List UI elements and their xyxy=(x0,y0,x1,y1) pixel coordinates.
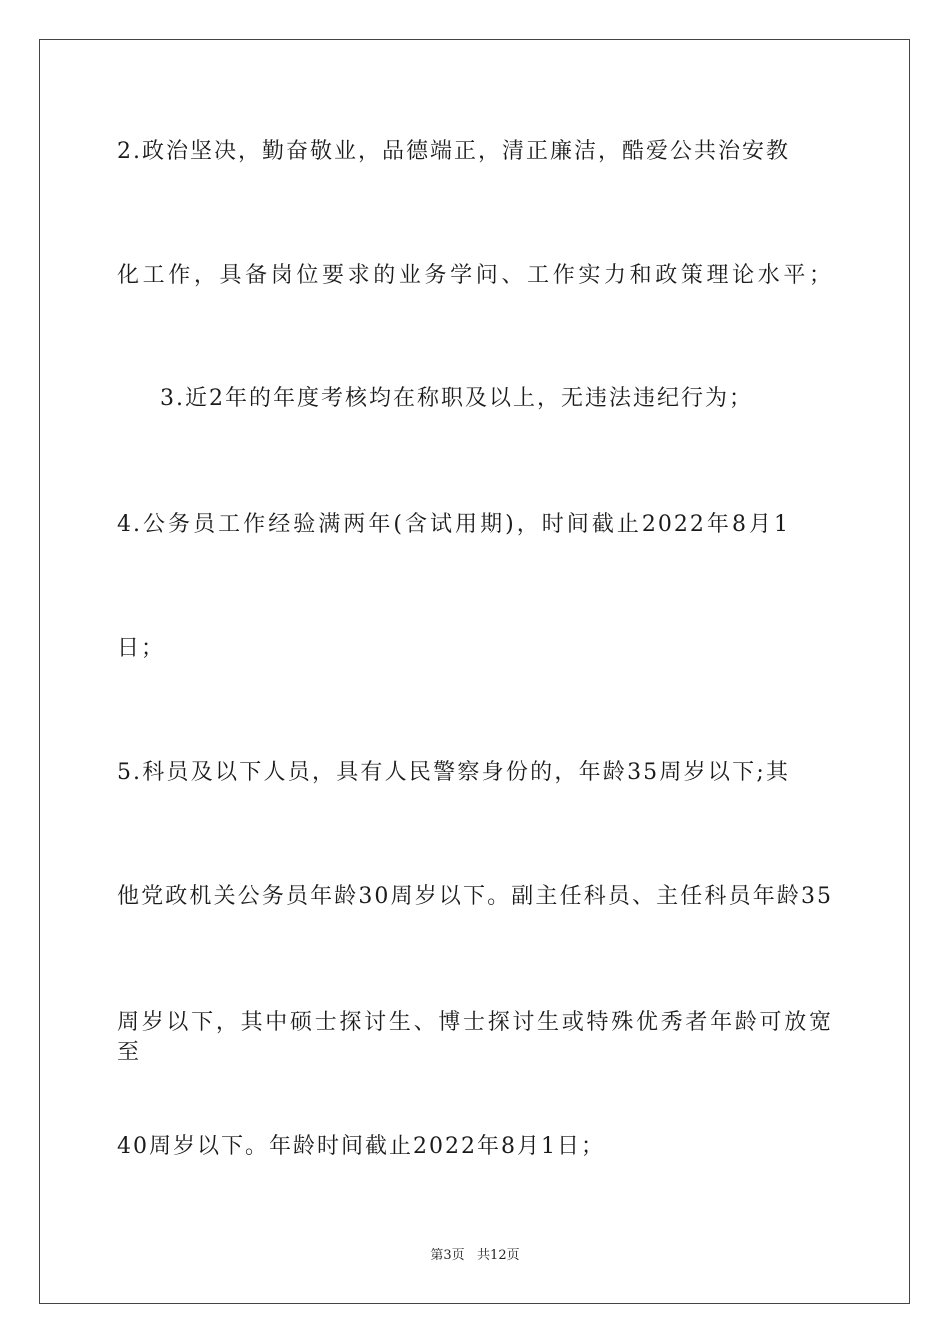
paragraph-3-line-1: 3.近2年的年度考核均在称职及以上，无违法违纪行为； xyxy=(160,386,753,411)
paragraph-5-line-3: 周岁以下，其中硕士探讨生、博士探讨生或特殊优秀者年龄可放宽至 xyxy=(117,1010,833,1065)
paragraph-2-line-2: 化工作，具备岗位要求的业务学问、工作实力和政策理论水平； xyxy=(117,263,833,288)
page-number-footer: 第3页 共12页 xyxy=(430,1248,520,1263)
paragraph-5-line-2: 他党政机关公务员年龄30周岁以下。副主任科员、主任科员年龄35 xyxy=(117,884,833,909)
paragraph-5-line-4: 40周岁以下。年龄时间截止2022年8月1日； xyxy=(117,1134,605,1159)
paragraph-4-line-1: 4.公务员工作经验满两年(含试用期)，时间截止2022年8月1 xyxy=(117,512,790,537)
paragraph-2-line-1: 2.政治坚决，勤奋敬业，品德端正，清正廉洁，酷爱公共治安教 xyxy=(117,139,790,164)
paragraph-4-line-2: 日； xyxy=(117,636,166,661)
paragraph-5-line-1: 5.科员及以下人员，具有人民警察身份的，年龄35周岁以下;其 xyxy=(117,760,790,785)
page-border xyxy=(39,39,910,1304)
